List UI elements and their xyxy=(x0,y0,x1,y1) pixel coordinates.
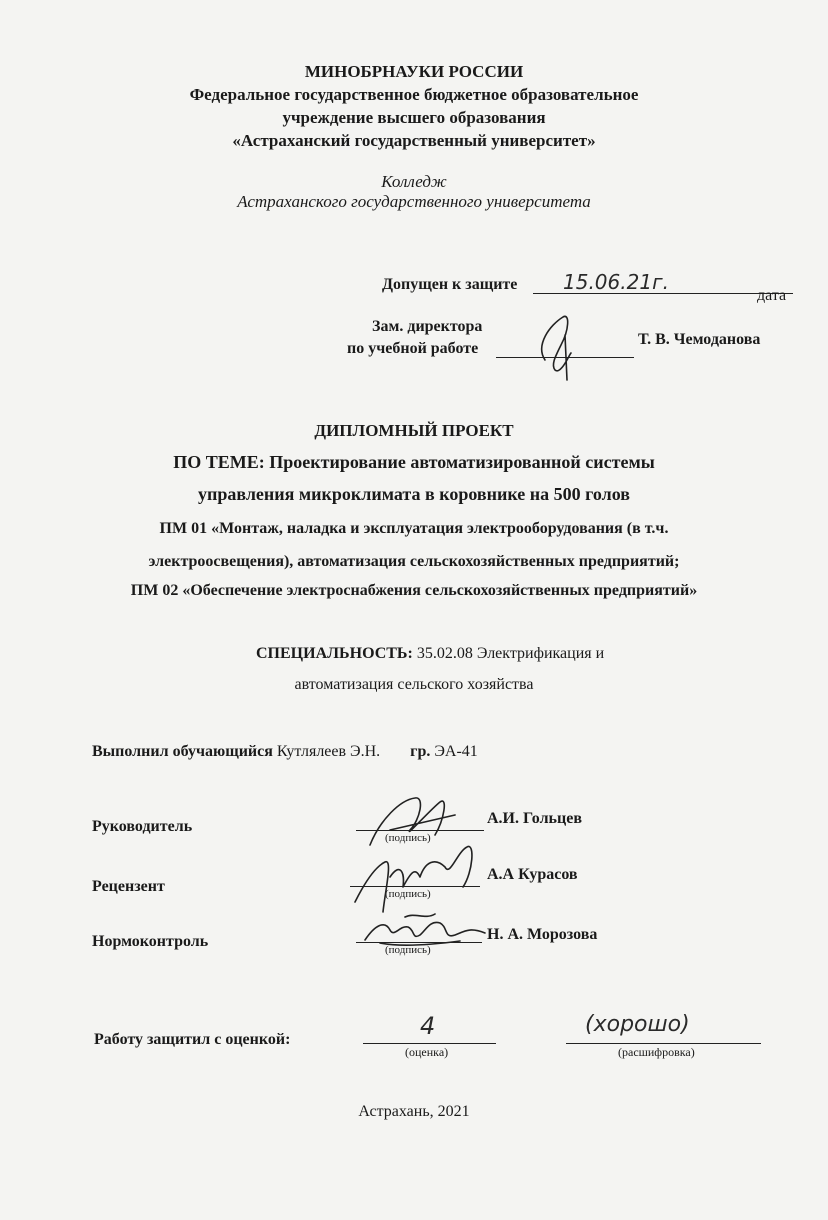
specialty-label: СПЕЦИАЛЬНОСТЬ: xyxy=(256,645,413,662)
project-topic-line-1: ПО ТЕМЕ: Проектирование автоматизированной системы xyxy=(173,452,655,472)
reviewer-caption: (подпись) xyxy=(385,888,431,900)
ministry-heading: МИНОБРНАУКИ РОССИИ xyxy=(304,62,524,81)
grade-line xyxy=(363,1043,496,1044)
institution-line-2: учреждение высшего образования xyxy=(282,108,546,127)
city-year: Астрахань, 2021 xyxy=(358,1103,470,1120)
date-caption: дата xyxy=(757,287,787,304)
decoding-handwritten: (хорошо) xyxy=(585,1012,690,1037)
deputy-signature xyxy=(525,305,595,385)
normcontrol-label: Нормоконтроль xyxy=(92,933,209,950)
pm01-line-2: электроосвещения), автоматизация сельскохозяйственных предприятий; xyxy=(148,553,680,570)
pm02-line: ПМ 02 «Обеспечение электроснабжения сельскохозяйственных предприятий» xyxy=(130,582,698,599)
deputy-name: Т. В. Чемоданова xyxy=(638,331,761,348)
specialty-code: 35.02.08 Электрификация и xyxy=(416,645,605,662)
reviewer-name: А.А Курасов xyxy=(487,866,578,883)
deputy-label-2: по учебной работе xyxy=(347,340,479,357)
college-label: Колледж xyxy=(381,172,447,191)
project-topic-line-2: управления микроклимата в коровнике на 500 голов xyxy=(197,484,631,504)
specialty-line-2: автоматизация сельского хозяйства xyxy=(294,676,534,693)
admission-date-handwritten: 15.06.21г. xyxy=(563,270,669,294)
decoding-caption: (расшифровка) xyxy=(618,1045,695,1059)
group-label: гр. xyxy=(410,743,431,760)
decoding-line xyxy=(566,1043,761,1044)
defense-label: Работу защитил с оценкой: xyxy=(94,1031,291,1048)
admission-label: Допущен к защите xyxy=(382,276,518,293)
reviewer-label: Рецензент xyxy=(92,878,165,895)
normcontrol-name: Н. А. Морозова xyxy=(487,926,598,943)
deputy-label-1: Зам. директора xyxy=(372,318,483,335)
supervisor-caption: (подпись) xyxy=(385,832,431,844)
pm01-line-1: ПМ 01 «Монтаж, наладка и эксплуатация электрооборудования (в т.ч. xyxy=(159,520,669,537)
group-value: ЭА-41 xyxy=(434,743,478,760)
specialty-line-1 xyxy=(256,645,604,663)
institution-line-1: Федеральное государственное бюджетное образовательное xyxy=(189,85,639,104)
university-name: «Астраханский государственный университет» xyxy=(232,131,596,150)
college-name: Астраханского государственного университета xyxy=(237,192,591,211)
student-name: Кутлялеев Э.Н. xyxy=(276,743,381,760)
student-label: Выполнил обучающийся xyxy=(92,743,273,760)
project-title: ДИПЛОМНЫЙ ПРОЕКТ xyxy=(314,421,514,440)
grade-handwritten: 4 xyxy=(420,1012,436,1040)
supervisor-label: Руководитель xyxy=(92,818,193,835)
student-line xyxy=(92,743,478,761)
supervisor-name: А.И. Гольцев xyxy=(487,810,582,827)
normcontrol-signature xyxy=(360,905,490,955)
normcontrol-caption: (подпись) xyxy=(385,944,431,956)
grade-caption: (оценка) xyxy=(405,1045,449,1059)
